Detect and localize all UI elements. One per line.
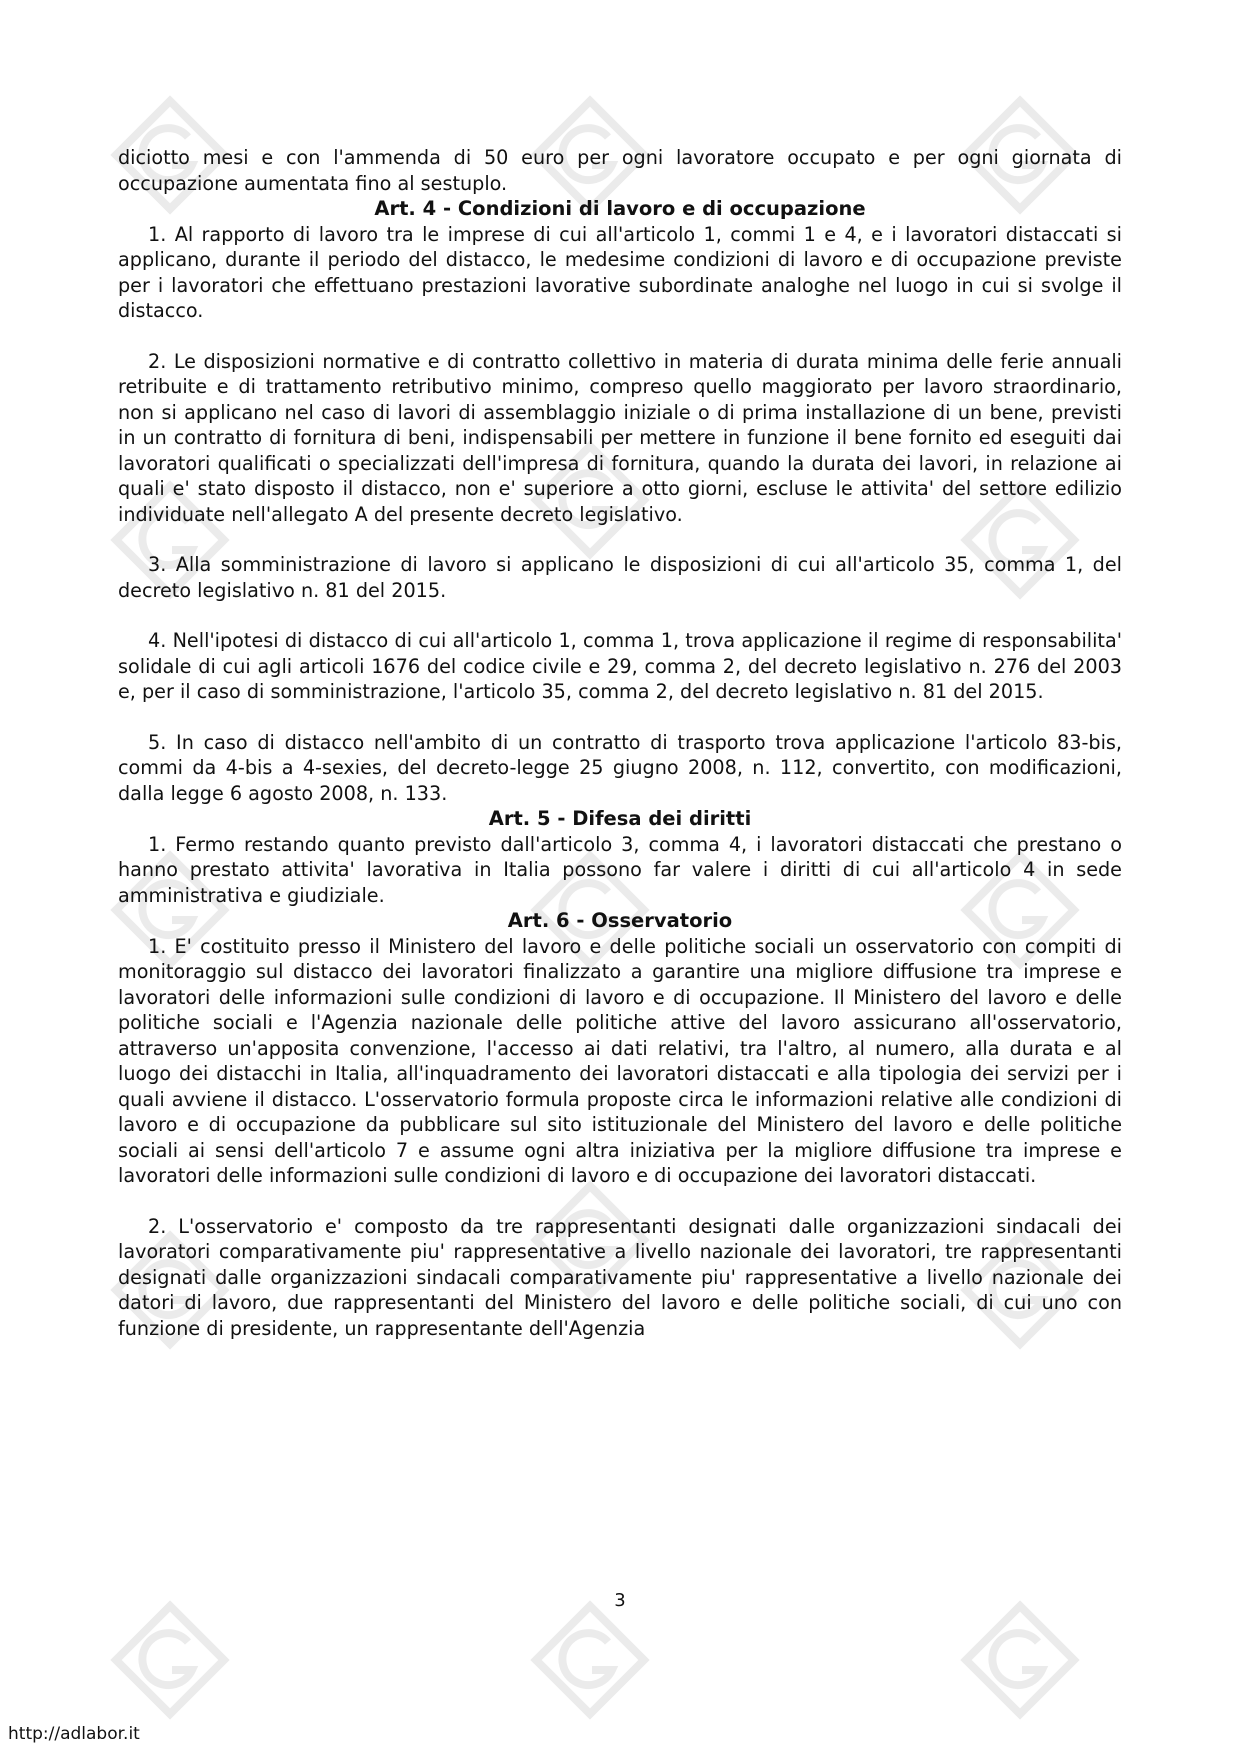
intro-paragraph: diciotto mesi e con l'ammenda di 50 euro per ogni lavoratore occupato e per ogni giornata di occupazione aumentata fino al sestuplo. [118, 146, 1122, 195]
watermark-logo-icon [110, 1600, 230, 1720]
art6-paragraph-1: 1. E' costituito presso il Ministero del lavoro e delle politiche sociali un osservatorio con compiti di monitoraggio sul distacco dei lavoratori finalizzato a garantire una migliore diffusione tra imprese e lavoratori delle informazioni sulle condizioni di lavoro e di occupazione. Il Ministero del lavoro e delle politiche sociali e l'Agenzia nazionale delle politiche attive del lavoro assicurano all'osservatorio, attraverso un'apposita convenzione, l'accesso ai dati relativi, tra l'altro, al numero, alla durata e al luogo dei distacchi in Italia, all'inquadramento dei lavoratori distaccati e alla tipologia dei servizi per i quali avviene il distacco. L'osservatorio formula proposte circa le informazioni relative alle condizioni di lavoro e di occupazione da pubblicare sul sito istituzionale del Ministero del lavoro e delle politiche sociali ai sensi dell'articolo 7 e assume ogni altra iniziativa per la migliore diffusione tra imprese e lavoratori delle informazioni sulle condizioni di lavoro e di occupazione dei lavoratori distaccati. [118, 934, 1122, 1187]
art4-paragraph-5: 5. In caso di distacco nell'ambito di un contratto di trasporto trova applicazione l'articolo 83-bis, commi da 4-bis a 4-sexies, del decreto-legge 25 giugno 2008, n. 112, convertito, con modificazioni, dalla legge 6 agosto 2008, n. 133. [118, 730, 1122, 805]
art6-heading: Art. 6 - Osservatorio [507, 909, 733, 932]
page-number: 3 [614, 1590, 626, 1611]
art4-paragraph-1: 1. Al rapporto di lavoro tra le imprese di cui all'articolo 1, commi 1 e 4, e i lavoratori distaccati si applicano, durante il periodo del distacco, le medesime condizioni di lavoro e di occupazione previste per i lavoratori che effettuano prestazioni lavorative subordinate analoghe nel luogo in cui si svolge il distacco. [118, 222, 1122, 322]
watermark-logo-icon [530, 1600, 650, 1720]
art4-heading: Art. 4 - Condizioni di lavoro e di occupazione [374, 197, 866, 220]
document-page [118, 145, 1122, 1341]
art5-paragraph-1: 1. Fermo restando quanto previsto dall'articolo 3, comma 4, i lavoratori distaccati che prestano o hanno prestato attivita' lavorativa in Italia possono far valere i diritti di cui all'articolo 4 in sede amministrativa e giudiziale. [118, 832, 1122, 907]
art4-paragraph-3: 3. Alla somministrazione di lavoro si applicano le disposizioni di cui all'articolo 35, comma 1, del decreto legislativo n. 81 del 2015. [118, 553, 1122, 602]
art5-heading: Art. 5 - Difesa dei diritti [488, 807, 752, 830]
watermark-logo-icon [960, 1600, 1080, 1720]
art4-paragraph-2: 2. Le disposizioni normative e di contratto collettivo in materia di durata minima delle ferie annuali retribuite e di trattamento retributivo minimo, compreso quello maggiorato per lavoro straordinario, non si applicano nel caso di lavori di assemblaggio iniziale o di prima installazione di un bene, previsti in un contratto di fornitura di beni, indispensabili per mettere in funzione il bene fornito ed eseguiti dai lavoratori qualificati o specializzati dell'impresa di fornitura, quando la durata dei lavori, in relazione ai quali e' stato disposto il distacco, non e' superiore a otto giorni, escluse le attivita' del settore edilizio individuate nell'allegato A del presente decreto legislativo. [118, 349, 1122, 526]
art6-paragraph-2: 2. L'osservatorio e' composto da tre rappresentanti designati dalle organizzazioni sindacali dei lavoratori comparativamente piu' rappresentative a livello nazionale dei lavoratori, tre rappresentanti designati dalle organizzazioni sindacali comparativamente piu' rappresentative a livello nazionale dei datori di lavoro, due rappresentanti del Ministero del lavoro e delle politiche sociali, di cui uno con funzione di presidente, un rappresentante dell'Agenzia [118, 1214, 1122, 1340]
art4-paragraph-4: 4. Nell'ipotesi di distacco di cui all'articolo 1, comma 1, trova applicazione il regime di responsabilita' solidale di cui agli articoli 1676 del codice civile e 29, comma 2, del decreto legislativo n. 276 del 2003 e, per il caso di somministrazione, l'articolo 35, comma 2, del decreto legislativo n. 81 del 2015. [118, 629, 1122, 703]
footer-url: http://adlabor.it [8, 1724, 140, 1744]
